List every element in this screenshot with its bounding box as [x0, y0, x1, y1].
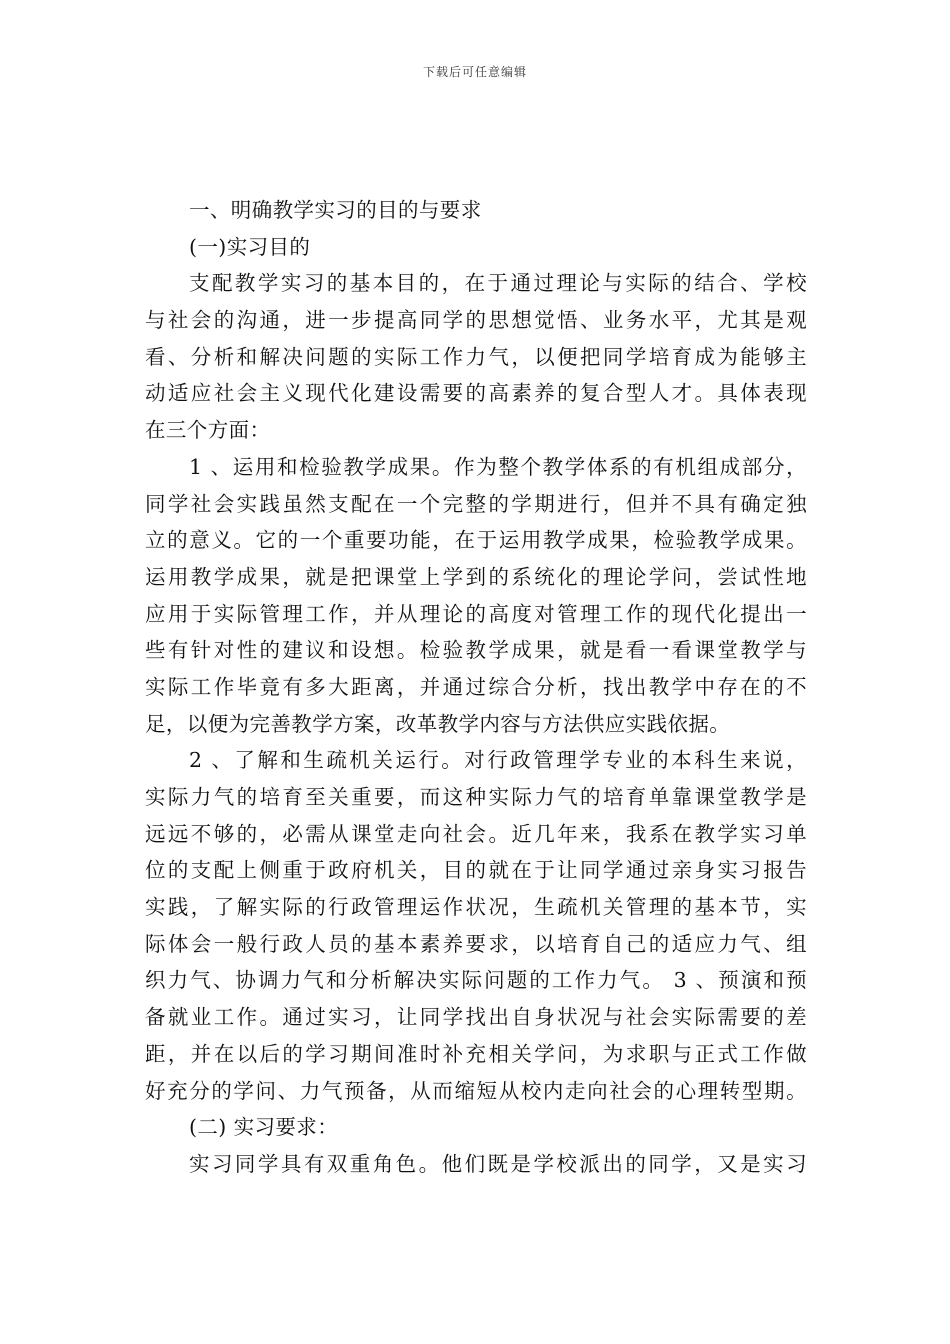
- text-line: 好充分的学问、力气预备，从而缩短从校内走向社会的心理转型期。: [145, 1078, 807, 1103]
- text-line: 距，并在以后的学习期间准时补充相关学问，为求职与正式工作做: [145, 1041, 807, 1066]
- text-line: 实践，了解实际的行政管理运作状况，生疏机关管理的基本节，实: [145, 895, 807, 920]
- text-line: 动适应社会主义现代化建设需要的高素养的复合型人才。具体表现: [145, 381, 807, 406]
- text-line: 与社会的沟通，进一步提高同学的思想觉悟、业务水平，尤其是观: [145, 308, 807, 333]
- text-line: 实际工作毕竟有多大距离，并通过综合分析，找出教学中存在的不: [145, 674, 807, 699]
- text-line: 运用教学成果，就是把课堂上学到的系统化的理论学问，尝试性地: [145, 564, 807, 589]
- text-line: 1 、运用和检验教学成果。作为整个教学体系的有机组成部分，: [189, 454, 807, 479]
- text-line: 远远不够的，必需从课堂走向社会。近几年来，我系在教学实习单: [145, 821, 807, 846]
- text-line: 一、明确教学实习的目的与要求: [189, 198, 482, 222]
- text-line: 在三个方面：: [145, 418, 271, 443]
- text-line: 际体会一般行政人员的基本素养要求，以培育自己的适应力气、组: [145, 931, 807, 956]
- text-line: 足，以便为完善教学方案，改革教学内容与方法供应实践依据。: [145, 711, 731, 736]
- text-line: 同学社会实践虽然支配在一个完整的学期进行，但并不具有确定独: [145, 491, 807, 516]
- text-line: 些有针对性的建议和设想。检验教学成果，就是看一看课堂教学与: [145, 638, 807, 663]
- text-line: 实际力气的培育至关重要，而这种实际力气的培育单靠课堂教学是: [145, 785, 807, 809]
- text-line: 位的支配上侧重于政府机关，目的就在于让同学通过亲身实习报告: [145, 858, 807, 883]
- text-line: (二) 实习要求：: [189, 1115, 339, 1140]
- text-line: 看、分析和解决问题的实际工作力气，以便把同学培育成为能够主: [145, 344, 807, 369]
- text-line: (一)实习目的: [189, 234, 311, 259]
- text-line: 立的意义。它的一个重要功能，在于运用教学成果，检验教学成果。: [145, 528, 807, 553]
- text-line: 支配教学实习的基本目的，在于通过理论与实际的结合、学校: [189, 271, 807, 296]
- text-line: 实习同学具有双重角色。他们既是学校派出的同学，又是实习: [189, 1151, 807, 1176]
- document-body: [145, 192, 807, 1183]
- text-line: 备就业工作。通过实习，让同学找出自身状况与社会实际需要的差: [145, 1005, 807, 1030]
- text-line: 2 、了解和生疏机关运行。对行政管理学专业的本科生来说，: [189, 748, 807, 773]
- text-line: 应用于实际管理工作，并从理论的高度对管理工作的现代化提出一: [145, 601, 807, 626]
- text-line: 织力气、协调力气和分析解决实际问题的工作力气。 3 、预演和预: [145, 968, 807, 993]
- page-header-note: 下载后可任意编辑: [422, 65, 527, 79]
